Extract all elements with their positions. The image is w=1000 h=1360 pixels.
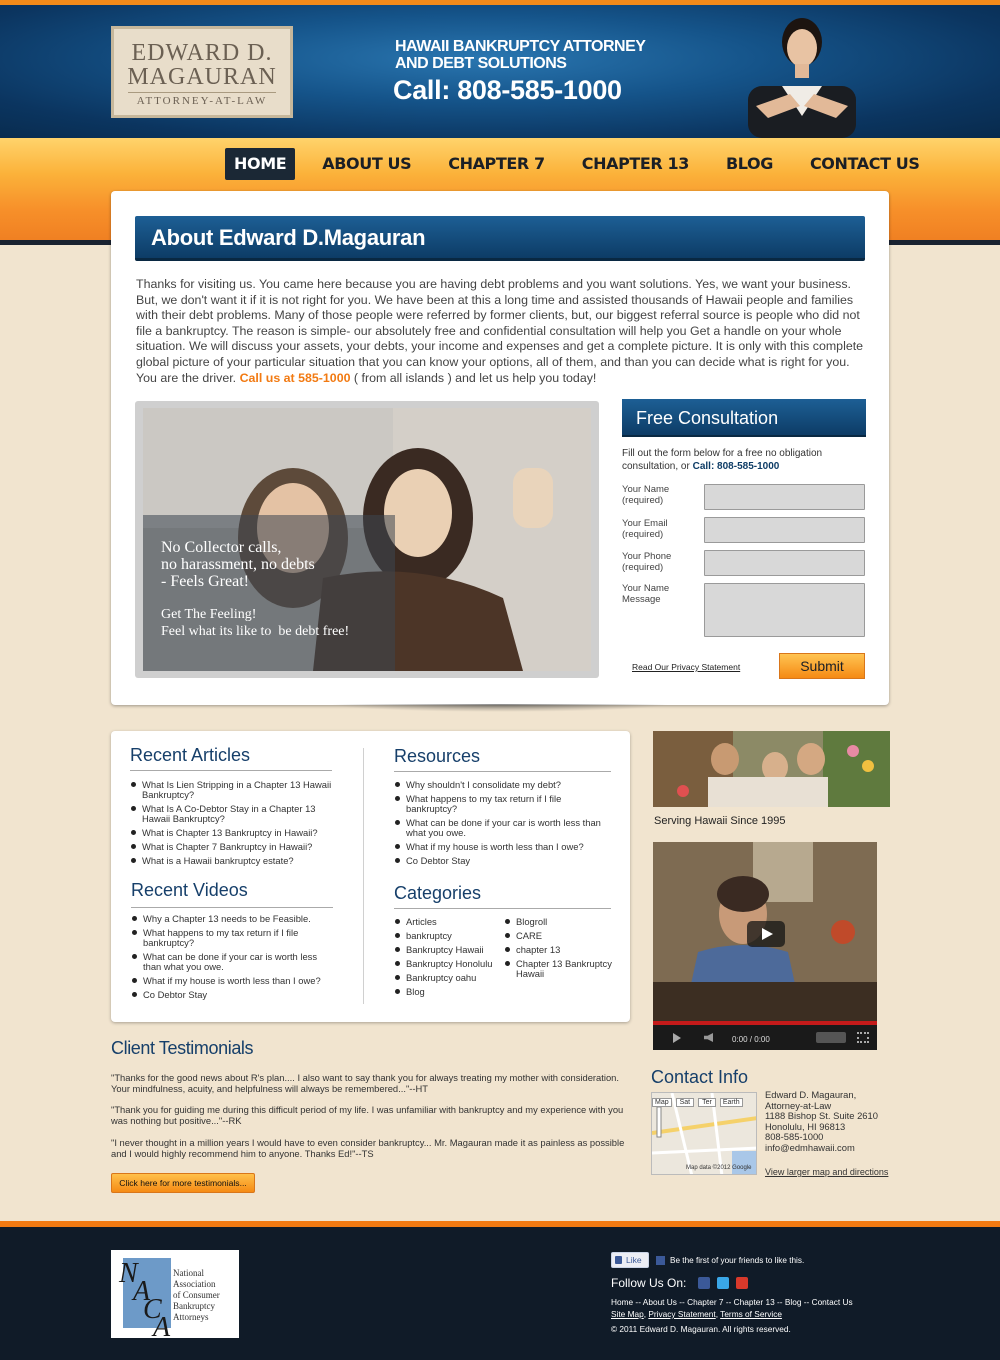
video-link[interactable]: Why a Chapter 13 needs to be Feasible. (131, 914, 331, 924)
naca-text (173, 1268, 220, 1323)
recent-articles-list (130, 780, 340, 870)
about-title-bar (135, 216, 865, 261)
nav-blog[interactable]: BLOG (726, 154, 773, 173)
facebook-small-icon (656, 1256, 665, 1265)
tagline-line-1: HAWAII BANKRUPTCY ATTORNEY (395, 38, 646, 55)
resources-rule (394, 771, 611, 772)
svg-text:N: N (119, 1258, 138, 1289)
resources-title: Resources (394, 746, 481, 766)
larger-map-link[interactable]: View larger map and directions (765, 1167, 889, 1177)
logo-line-2: MAGAURAN (127, 64, 277, 90)
svg-text:C: C (143, 1294, 162, 1325)
category-link[interactable]: Bankruptcy oahu (394, 973, 504, 983)
resources-list (394, 780, 609, 870)
article-link[interactable]: What is a Hawaii bankruptcy estate? (130, 856, 340, 866)
follow-us-label: Follow Us On: (611, 1276, 687, 1290)
nav-contact-us[interactable]: CONTACT US (809, 154, 920, 173)
message-field[interactable] (704, 583, 865, 637)
category-link[interactable]: Blogroll (504, 917, 614, 927)
message-label (622, 583, 702, 605)
facebook-icon[interactable] (698, 1277, 710, 1289)
name-label-1: Your Name (622, 484, 670, 495)
article-link[interactable]: What is Chapter 13 Bankruptcy in Hawaii? (130, 828, 340, 838)
name-label-2: (required) (622, 495, 664, 506)
naca-line: of Consumer (173, 1290, 220, 1300)
naca-monogram (115, 1250, 177, 1338)
recent-articles-rule (130, 770, 332, 771)
nav-about-us[interactable]: ABOUT US (322, 154, 412, 173)
more-testimonials-button[interactable]: Click here for more testimonials... (111, 1173, 255, 1193)
call-cta[interactable]: Call us at 585-1000 (239, 370, 351, 385)
email-label (622, 518, 702, 540)
attorney-portrait-image (742, 8, 862, 138)
svg-text:A: A (133, 1276, 151, 1307)
category-link[interactable]: Blog (394, 987, 504, 997)
banner-subline: Get The Feeling! Feel what its like to be debt free! (161, 607, 350, 639)
article-link[interactable]: What Is Lien Stripping in a Chapter 13 Hawaii Bankruptcy? (130, 780, 340, 800)
address-line: Honolulu, HI 96813 (765, 1120, 846, 1132)
submit-button[interactable]: Submit (779, 653, 865, 679)
naca-line: Attorneys (173, 1312, 209, 1322)
about-after: ( from all islands ) and let us help you today! (350, 370, 597, 385)
address-phone: 808-585-1000 (765, 1131, 824, 1143)
video-controls (653, 1025, 877, 1050)
site-map-link[interactable]: Site Map (611, 1309, 644, 1319)
video-player[interactable] (653, 842, 877, 1050)
recent-articles-title: Recent Articles (130, 745, 251, 765)
footer-copyright: © 2011 Edward D. Magauran. All rights reserved. (611, 1324, 791, 1334)
category-link[interactable]: Chapter 13 Bankruptcy Hawaii (504, 959, 614, 979)
twitter-icon[interactable] (717, 1277, 729, 1289)
testimonial: "Thank you for guiding me during this difficult period of my life. I was unfamiliar with bankruptcy and my experience with you was nothing but positive..."--RK (111, 1104, 624, 1126)
column-divider (363, 748, 364, 1004)
terms-link[interactable]: Terms of Service (720, 1309, 782, 1319)
privacy-statement-link[interactable]: Privacy Statement (648, 1309, 716, 1319)
tagline-line-2: AND DEBT SOLUTIONS (395, 55, 567, 72)
youtube-icon[interactable] (816, 1032, 846, 1043)
recent-videos-title: Recent Videos (131, 880, 248, 900)
map-tab[interactable]: Ter (698, 1098, 716, 1107)
video-link[interactable]: What can be done if your car is worth less than what you owe. (131, 952, 331, 972)
category-link[interactable]: Bankruptcy Hawaii (394, 945, 504, 955)
nav-chapter-13[interactable]: CHAPTER 13 (581, 154, 689, 173)
facebook-like-text: Be the first of your friends to like this. (670, 1256, 805, 1265)
serving-caption: Serving Hawaii Since 1995 (654, 815, 786, 827)
contact-map[interactable] (651, 1092, 757, 1175)
category-link[interactable]: chapter 13 (504, 945, 614, 955)
consultation-title-bar (622, 399, 866, 437)
logo-line-3: ATTORNEY-AT-LAW (128, 92, 276, 107)
youtube-social-icon[interactable] (736, 1277, 748, 1289)
recent-videos-rule (131, 907, 333, 908)
category-link[interactable]: bankruptcy (394, 931, 504, 941)
privacy-link[interactable]: Read Our Privacy Statement (632, 662, 741, 672)
map-tabs (652, 1098, 743, 1107)
resource-link[interactable]: What if my house is worth less than I owe? (394, 842, 609, 852)
testimonial: "I never thought in a million years I would have to even consider bankruptcy... Mr. Magauran made it as painless as possible and I would highly recommend him to anyone. Thanks Ed!"--TS (111, 1137, 625, 1159)
contact-address (765, 1090, 878, 1154)
message-label-2: Message (622, 594, 661, 605)
categories-rule (394, 908, 611, 909)
main-nav (225, 148, 957, 180)
header-tagline (395, 38, 645, 72)
name-field[interactable] (704, 484, 865, 510)
about-body: Thanks for visiting us. You came here because you are having debt problems and you want solutions. Yes, we want your business. But, we don't want it if it is not right for you. We have been at this a long time and assisted thousands of Hawaii people and families with their debt problems. Many of those people were referred by former clients, but, our biggest referral source is people who did not file a bankruptcy. The reason is simple- our absolutely free and confidential consultation will help you Get a handle on your whole situation. We will discuss your assets, your debts, your income and expenses and get a complete picture. It is only with this complete global picture of your particular situation that you can know your options, all of them, and than you can decide what is right for you. You are the driver. (136, 277, 864, 385)
fullscreen-icon[interactable] (857, 1032, 869, 1043)
about-intro (136, 277, 866, 386)
article-link[interactable]: What is Chapter 7 Bankruptcy in Hawaii? (130, 842, 340, 852)
contact-title: Contact Info (651, 1067, 749, 1087)
map-data-label: Map data ©2012 Google (686, 1165, 752, 1171)
play-button[interactable] (747, 921, 785, 947)
phone-label (622, 551, 702, 573)
resource-link[interactable]: What happens to my tax return if I file bankruptcy? (394, 794, 609, 814)
map-tab[interactable]: Map (652, 1098, 672, 1107)
video-link[interactable]: Co Debtor Stay (131, 990, 331, 1000)
resource-link[interactable]: Why shouldn't I consolidate my debt? (394, 780, 609, 790)
play-icon[interactable] (673, 1033, 681, 1043)
name-label (622, 484, 702, 506)
phone-field[interactable] (704, 550, 865, 576)
resource-link[interactable]: Co Debtor Stay (394, 856, 609, 866)
address-line: Edward D. Magauran, (765, 1089, 857, 1100)
phone-label-1: Your Phone (622, 551, 672, 562)
testimonial: "Thanks for the good news about R's plan.... I also want to say thank you for always treating my mother with consideration. Your mindfulness, acuity, and helpfulness will always be remembered..."--HT (111, 1072, 619, 1094)
recent-videos-list (131, 914, 331, 1004)
phone-label-2: (required) (622, 562, 664, 573)
category-link[interactable]: Articles (394, 917, 504, 927)
categories-list-1 (394, 917, 504, 1001)
message-label-1: Your Name (622, 583, 670, 594)
family-photo (653, 731, 890, 807)
video-time: 0:00 / 0:00 (732, 1035, 770, 1044)
card-shadow (330, 704, 670, 712)
email-label-1: Your Email (622, 518, 668, 529)
about-title: About Edward D.Magauran (151, 225, 426, 250)
banner-headline: No Collector calls, no harassment, no debts - Feels Great! (161, 539, 315, 590)
email-field[interactable] (704, 517, 865, 543)
naca-line: Association (173, 1279, 216, 1289)
nav-home[interactable]: HOME (225, 148, 295, 180)
map-tab[interactable]: Sat (676, 1098, 695, 1107)
email-label-2: (required) (622, 529, 664, 540)
address-line: Attorney-at-Law (765, 1099, 832, 1111)
video-link[interactable]: What if my house is worth less than I owe? (131, 976, 331, 986)
logo-line-1: EDWARD D. (131, 40, 273, 66)
footer-legal-links: Site Map, Privacy Statement, Terms of Service (611, 1309, 782, 1319)
consultation-call: Call: 808-585-1000 (692, 460, 780, 472)
category-link[interactable]: CARE (504, 931, 614, 941)
volume-icon[interactable] (704, 1033, 713, 1042)
consultation-title: Free Consultation (636, 408, 779, 428)
naca-line: Bankruptcy (173, 1301, 215, 1311)
testimonials-title: Client Testimonials (111, 1038, 254, 1058)
naca-line: National (173, 1268, 204, 1278)
footer-nav-links[interactable]: Home -- About Us -- Chapter 7 -- Chapter 13 -- Blog -- Contact Us (611, 1297, 853, 1307)
article-link[interactable]: What Is A Co-Debtor Stay in a Chapter 13 Hawaii Bankruptcy? (130, 804, 340, 824)
category-link[interactable]: Bankruptcy Honolulu (394, 959, 504, 969)
categories-title: Categories (394, 883, 482, 903)
resource-link[interactable]: What can be done if your car is worth less than what you owe. (394, 818, 609, 838)
nav-chapter-7[interactable]: CHAPTER 7 (448, 154, 545, 173)
address-line: 1188 Bishop St. Suite 2610 (765, 1110, 878, 1122)
header-phone: Call: 808-585-1000 (393, 75, 622, 105)
facebook-like-button[interactable]: Like (611, 1252, 649, 1268)
svg-text:A: A (153, 1312, 171, 1338)
consultation-intro-text: Fill out the form below for a free no obligation consultation, or (622, 448, 823, 472)
map-tab[interactable]: Earth (720, 1098, 743, 1107)
consultation-intro (622, 448, 866, 473)
address-email[interactable]: info@edmhawaii.com (765, 1141, 855, 1153)
video-link[interactable]: What happens to my tax return if I file bankruptcy? (131, 928, 331, 948)
site-logo[interactable] (111, 26, 293, 118)
naca-logo[interactable] (111, 1250, 239, 1338)
categories-list-2 (504, 917, 614, 983)
